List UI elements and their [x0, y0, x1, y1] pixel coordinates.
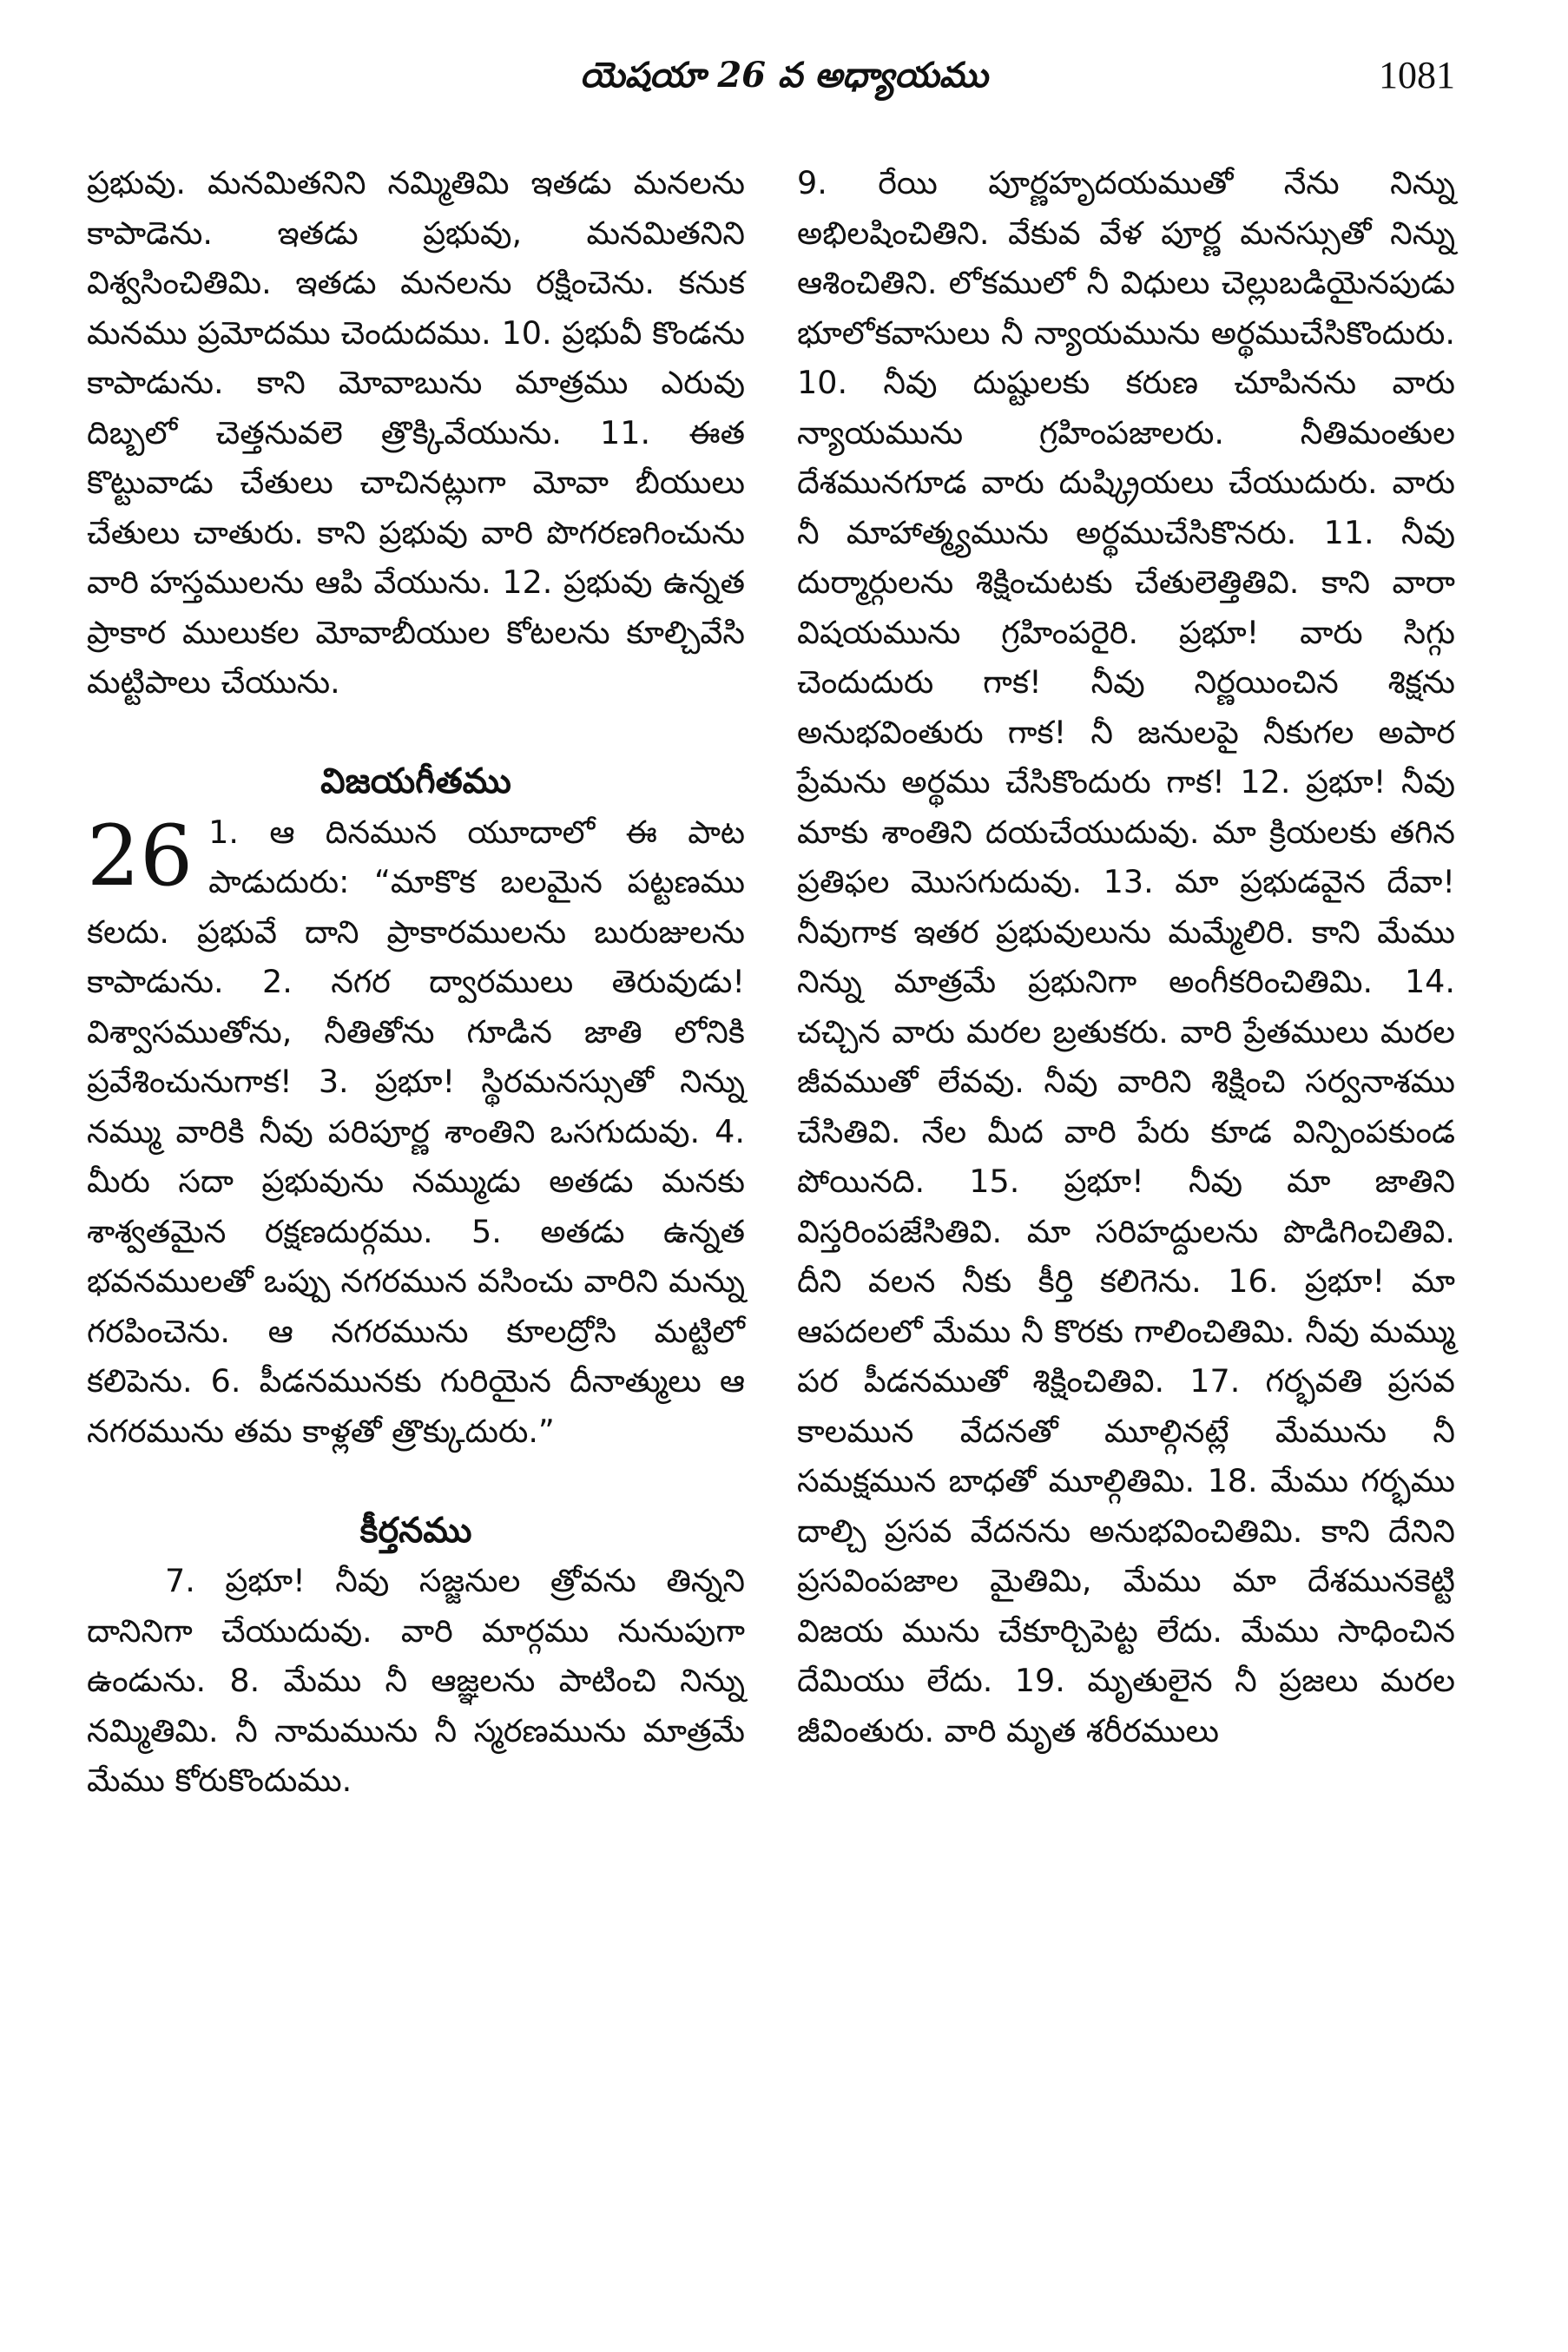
spacer — [87, 1456, 745, 1506]
verses-paragraph: 9. రేయి పూర్ణహృదయముతో నేను నిన్ను అభిలషించితిని. వేకువ వేళ పూర్ణ మనస్సుతో నిన్ను ఆశించితిని. లోకములో నీ విధులు చెల్లుబడియైనపుడు భూలోకవాసులు నీ న్యాయమును అర్థముచేసికొందురు. 10. నీవు దుష్టులకు కరుణ చూపినను వారు న్యాయమును గ్రహింపజాలరు. నీతిమంతుల దేశమునగూడ వారు దుష్క్రియలు చేయుదురు. వారు నీ మాహాత్మ్యమును అర్థముచేసికొనరు. 11. నీవు దుర్మార్గులను శిక్షించుటకు చేతులెత్తితివి. కాని వారా విషయమును గ్రహింపరైరి. ప్రభూ! వారు సిగ్గు చెందుదురు గాక! నీవు నిర్ణయించిన శిక్షను అనుభవింతురు గాక! నీ జనులపై నీకుగల అపార ప్రేమను అర్థము చేసికొందురు గాక! 12. ప్రభూ! నీవు మాకు శాంతిని దయచేయుదువు. మా క్రియలకు తగిన ప్రతిఫల మొసగుదువు. 13. మా ప్రభుడవైన దేవా! నీవుగాక ఇతర ప్రభువులును మమ్మేలిరి. కాని మేము నిన్ను మాత్రమే ప్రభునిగా అంగీకరించితిమి. 14. చచ్చిన వారు మరల బ్రతుకరు. వారి ప్రేతములు మరల జీవముతో లేవవు. నీవు వారిని శిక్షించి సర్వనాశము చేసితివి. నేల మీద వారి పేరు కూడ విన్పింపకుండ పోయినది. 15. ప్రభూ! నీవు మా జాతిని విస్తరింపజేసితివి. మా సరిహద్దులను పొడిగించితివి. దీని వలన నీకు కీర్తి కలిగెను. 16. ప్రభూ! మా ఆపదలలో మేము నీ కొరకు గాలించితిమి. నీవు మమ్ము పర పీడనముతో శిక్షించితివి. 17. గర్భవతి ప్రసవ కాలమున వేదనతో మూల్గినట్లే మేమును నీ సమక్షమున బాధతో మూల్గితిమి. 18. మేము గర్భము దాల్చి ప్రసవ వేదనను అనుభవించితిమి. కాని దేనిని ప్రసవింపజాల మైతిమి, మేము మా దేశమునకెట్టి విజయ మును చేకూర్చిపెట్ట లేదు. మేము సాధించిన దేమియు లేదు. 19. మృతులైన నీ ప్రజలు మరల జీవింతురు. వారి మృత శరీరములు — [797, 164, 1455, 1749]
chapter-title: యెషయా 26 వ అధ్యాయము — [580, 55, 988, 96]
intro-paragraph: ప్రభువు. మనమితనిని నమ్మితిమి ఇతడు మనలను కాపాడెను. ఇతడు ప్రభువు, మనమితనిని విశ్వసించితిమి. ఇతడు మనలను రక్షించెను. కనుక మనము ప్రమోదము చెందుదము. 10. ప్రభువీ కొండను కాపాడును. కాని మోవాబును మాత్రము ఎరువు దిబ్బలో చెత్తనువలె త్రొక్కివేయును. 11. ఈత కొట్టువాడు చేతులు చాచినట్లుగా మోవా బీయులు చేతులు చాతురు. కాని ప్రభువు వారి పొగరణగించును వారి హస్తములను ఆపి వేయును. 12. ప్రభువు ఉన్నత ప్రాకార ములుకల మోవాబీయుల కోటలను కూల్చివేసి మట్టిపాలు చేయును. — [87, 164, 745, 701]
song-paragraph: 1. ఆ దినమున యూదాలో ఈ పాట పాడుదురు: “మాకొక బలమైన పట్టణము కలదు. ప్రభువే దాని ప్రాకారములను బురుజులను కాపాడును. 2. నగర ద్వారములు తెరువుడు! విశ్వాసముతోను, నీతితోను గూడిన జాతి లోనికి ప్రవేశించునుగాక! 3. ప్రభూ! స్థిరమనస్సుతో నిన్ను నమ్ము వారికి నీవు పరిపూర్ణ శాంతిని ఒసగుదువు. 4. మీరు సదా ప్రభువును నమ్ముడు అతడు మనకు శాశ్వతమైన రక్షణదుర్గము. 5. అతడు ఉన్నత భవనములతో ఒప్పు నగరమున వసించు వారిని మన్ను గరపించెను. ఆ నగరమును కూలద్రోసి మట్టిలో కలిపెను. 6. పీడనమునకు గురియైన దీనాత్ములు ఆ నగరమును తమ కాళ్లతో త్రొక్కుదురు.” — [87, 813, 745, 1450]
chapter-opening — [87, 807, 745, 1457]
page-number: 1081 — [1379, 54, 1455, 96]
left-column — [87, 158, 745, 1806]
spacer — [87, 708, 745, 758]
right-column — [797, 158, 1455, 1756]
psalm-paragraph: 7. ప్రభూ! నీవు సజ్జనుల త్రోవను తిన్నని దానినిగా చేయుదువు. వారి మార్గము నునుపుగా ఉండును. 8. మేము నీ ఆజ్ఞలను పాటించి నిన్ను నమ్మితిమి. నీ నామమును నీ స్మరణమును మాత్రమే మేము కోరుకొందుము. — [87, 1562, 745, 1799]
section-heading-victory-song: విజయగీతము — [320, 761, 511, 801]
running-header — [0, 45, 1568, 106]
chapter-number: 26 — [87, 807, 194, 905]
section-heading-psalm: కీర్తనము — [359, 1510, 472, 1551]
